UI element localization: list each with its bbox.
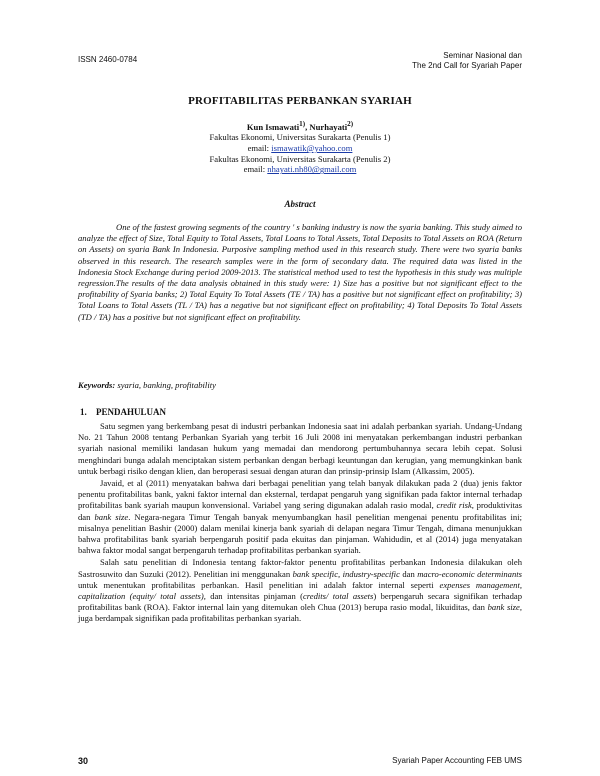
paragraph-2 [78,478,522,556]
abstract-text: One of the fastest growing segments of the country ' s banking industry is now the syaria banking. This study aimed to analyze the effect of Size, Total Equity to Total Assets, Total Loans to Total Assets, Total Deposits to Total Assets on ROA (Return on Assets) on syaria Bank In Indonesia. Purposive sampling method used in this research study. There were two syaria banks observed in this research. The research samples were in the form of secondary data. The required data was listed in the Indonesia Stock Exchange during period 2009-2013. The statistical method used to test the hypothesis in this study was multiple regression.The results of the data analysis obtained in this study were: 1) Size has a positive but not significant effect to the profitability of Syaria banks; 2) Total Equity To Total Assets (TE / TA) has a positive but not significant effect on profitability; 3) Total Loans to Total Assets (TL / TA) has a negative but not significant effect on profitability; 4) Total Deposits To Total Assets (TD / TA) has a positive but not significant effect on profitability. [78,222,522,322]
event-header [412,51,522,71]
p2-text-a: Javaid, et al (2011) menyatakan bahwa dari berbagai penelitian yang telah banyak dilakukan pada 2 (dua) jenis faktor penentu profitabilitas bank, yakni faktor internal dan eksternal, terdapat pengaruh yang signifikan pada faktor internal terhadap profitabilitas bank syariah maupun konvensional. Variabel yang sering digunakan adalah rasio modal, [78,478,522,511]
affiliation-1: Fakultas Ekonomi, Universitas Surakarta (Penulis 1) [209,132,391,143]
email-link-1[interactable]: ismawatik@yahoo.com [271,143,353,154]
paragraph-1: Satu segmen yang berkembang pesat di industri perbankan Indonesia saat ini adalah perbankan syariah. Undang-Undang No. 21 Tahun 2008 tentang Perbankan Syariah yang terbit 16 Juli 2008 ini menyatakan perkembangan industri perbankan syariah nasional memiliki landasan hukum yang memadai dan mendorong pertumbuhannya secara lebih cepat. Solusi menghindari bunga adalah menciptakan sistem perbankan dengan berbagi keuntungan dan kerugian, yang memungkinkan bank untuk berbagi risiko dengan klien, dan beroperasi sesuai dengan aturan dan prinsip-prinsip Islam (Alkassim, 2005). [78,421,522,476]
p3-italic-4: credits/ total assets [302,591,374,602]
p3-text-e: ) berpengaruh secara signifikan terhadap profitabilitas bank (ROA). Faktor internal lain yang ditemukan oleh Chua (2013) berupa rasio modal, likuiditas, dan [78,591,522,613]
body-text [78,421,522,626]
email-row-1 [0,143,600,154]
p3-text-c: untuk menentukan profitabilitas perbankan. Hasil penelitian ini adalah faktor internal seperti [78,579,440,590]
affiliation-2: Fakultas Ekonomi, Universitas Surakarta (Penulis 2) [209,153,391,164]
keywords-text: syaria, banking, profitability [115,380,216,390]
author-2-sup: 2) [347,120,354,128]
p3-text-f: , juga berdampak signifikan pada profitabilitas perbankan syariah. [78,602,522,624]
section-number: 1. [80,407,87,417]
author-1-name: Kun Ismawati [246,121,300,132]
event-line-1: Seminar Nasional dan [443,51,522,60]
p3-italic-5: bank size [487,602,520,613]
author-2-name: , Nurhayati [305,121,348,132]
p2-italic-credit-risk: credit risk [436,500,472,511]
section-heading [80,407,166,417]
issn-label: ISSN 2460-0784 [78,55,138,64]
p2-italic-bank-size: bank size [94,511,129,522]
p3-text-b: dan [399,568,418,579]
paragraph-3 [78,557,522,624]
p2-text-c: . Negara-negara Timur Tengah banyak menyumbangkan hasil penelitian mengenai penentu profitabilitas ini; misalnya penelitian Bashir (2000) dalam menilai kinerja bank syariah di delapan negara Timur Tengah, dimana menunjukkan bahwa profitabilitas bank syariah berpengaruh positif pada ekuitas dan pinjaman. Wahidudin, et al (2014) juga menyatakan bahwa faktor modal sangat berpengaruh terhadap profitabilitas perbankan syariah. [78,511,522,556]
keywords-line [78,380,522,390]
abstract-heading: Abstract [284,199,316,209]
author-1-sup: 1) [299,120,306,128]
p3-italic-3: expenses management, capitalization (equity/ total assets) [78,579,522,602]
p3-text-a: Salah satu penelitian di Indonesia tentang faktor-faktor penentu profitabilitas perbankan Indonesia dilakukan oleh Sastrosuwito dan Suzuki (2012). Penelitian ini menggunakan [78,557,522,579]
p3-text-d: , dan intensitas pinjaman ( [203,591,303,602]
author-names [0,119,600,132]
author-block [0,119,600,175]
keywords-label: Keywords: [78,380,116,390]
paper-title: PROFITABILITAS PERBANKAN SYARIAH [188,95,412,107]
page-number: 30 [78,756,89,766]
section-title: PENDAHULUAN [96,407,167,417]
email-label-1: email: [247,143,272,154]
p2-text-b: , produktivitas dan [78,500,522,522]
email-label-2: email: [243,164,268,175]
email-link-2[interactable]: nhayati.nh80@gmail.com [267,164,357,175]
p3-italic-2: macro-economic determinants [417,568,522,579]
email-row-2 [0,164,600,175]
event-line-2: The 2nd Call for Syariah Paper [412,61,522,70]
footer-text: Syariah Paper Accounting FEB UMS [392,756,522,765]
p3-italic-1: bank specific, industry-specific [292,568,400,579]
